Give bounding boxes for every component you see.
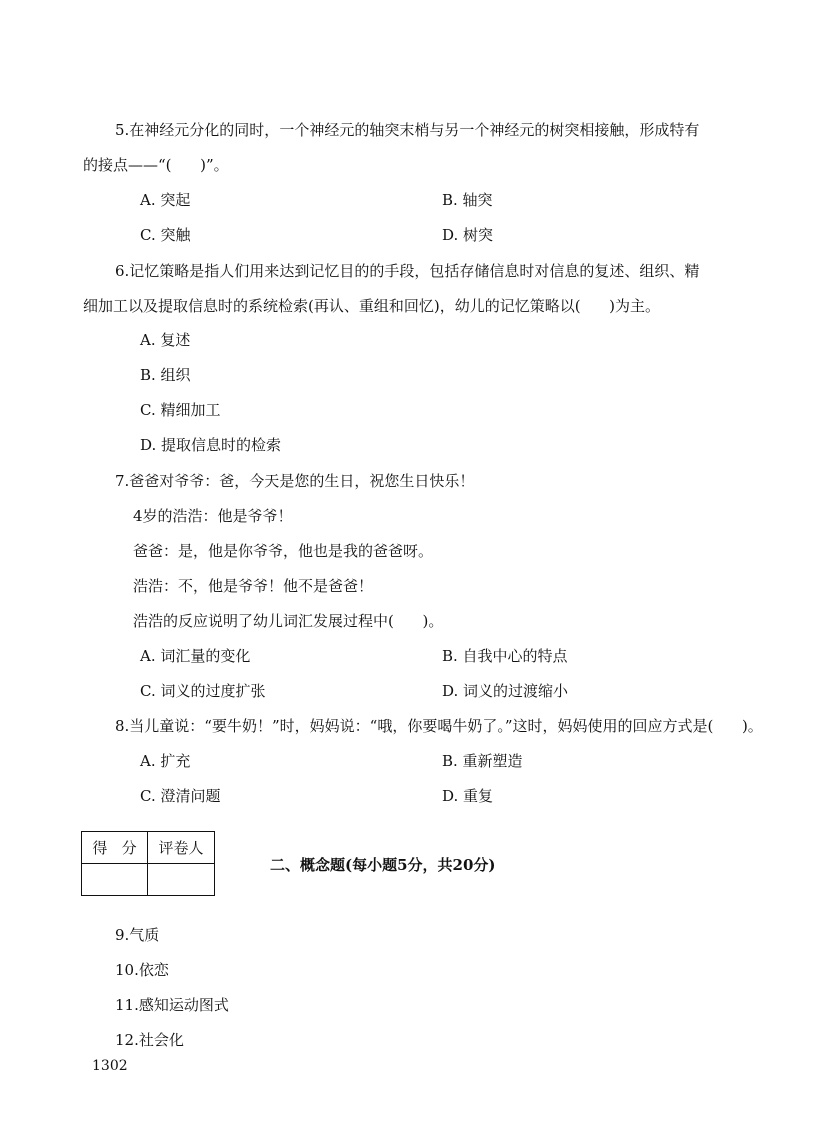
q7-dialogue-2: 爸爸：是，他是你爷爷，他也是我的爸爸呀。: [133, 542, 434, 560]
grader-cell: [148, 864, 215, 896]
q5-option-a: A. 突起: [140, 191, 191, 209]
term-11: 11.感知运动图式: [115, 996, 229, 1014]
q7-option-a: A. 词汇量的变化: [140, 647, 251, 665]
q7-option-c: C. 词义的过度扩张: [140, 682, 266, 700]
term-12: 12.社会化: [115, 1031, 184, 1049]
q5-stem-line1: 5.在神经元分化的同时，一个神经元的轴突末梢与另一个神经元的树突相接触，形成特有: [115, 121, 700, 139]
q7-option-b: B. 自我中心的特点: [442, 647, 568, 665]
q5-stem-line2: 的接点——“( )”。: [83, 156, 229, 174]
q8-option-d: D. 重复: [442, 787, 494, 805]
score-cell: [82, 864, 148, 896]
q6-option-b: B. 组织: [140, 366, 191, 384]
score-table: [81, 831, 215, 896]
q8-option-b: B. 重新塑造: [442, 752, 523, 770]
q8-stem-line1: 8.当儿童说：“要牛奶！”时，妈妈说：“哦，你要喝牛奶了。”这时，妈妈使用的回应方式是( )。: [115, 717, 763, 735]
term-10: 10.依恋: [115, 961, 169, 979]
q7-option-d: D. 词义的过渡缩小: [442, 682, 569, 700]
q7-dialogue-1: 4岁的浩浩：他是爷爷！: [133, 507, 293, 525]
q6-stem-line1: 6.记忆策略是指人们用来达到记忆目的的手段，包括存储信息时对信息的复述、组织、精: [115, 262, 700, 280]
q8-option-a: A. 扩充: [140, 752, 191, 770]
section-2-title: 二、概念题(每小题5分，共20分): [270, 856, 496, 874]
q6-option-a: A. 复述: [140, 331, 191, 349]
q5-option-b: B. 轴突: [442, 191, 493, 209]
q8-option-c: C. 澄清问题: [140, 787, 221, 805]
q6-option-d: D. 提取信息时的检索: [140, 436, 282, 454]
page-number: 1302: [92, 1058, 128, 1074]
q6-option-c: C. 精细加工: [140, 401, 221, 419]
q7-question: 浩浩的反应说明了幼儿词汇发展过程中( )。: [133, 612, 444, 630]
q5-option-d: D. 树突: [442, 226, 494, 244]
q7-stem-line1: 7.爸爸对爷爷：爸，今天是您的生日，祝您生日快乐！: [115, 472, 475, 490]
term-9: 9.气质: [115, 926, 160, 944]
q5-option-c: C. 突触: [140, 226, 191, 244]
q6-stem-line2: 细加工以及提取信息时的系统检索(再认、重组和回忆)，幼儿的记忆策略以( )为主。: [83, 297, 661, 315]
score-label: 得 分: [82, 832, 148, 864]
grader-label: 评卷人: [148, 832, 215, 864]
q7-dialogue-3: 浩浩：不，他是爷爷！他不是爸爸！: [133, 577, 374, 595]
